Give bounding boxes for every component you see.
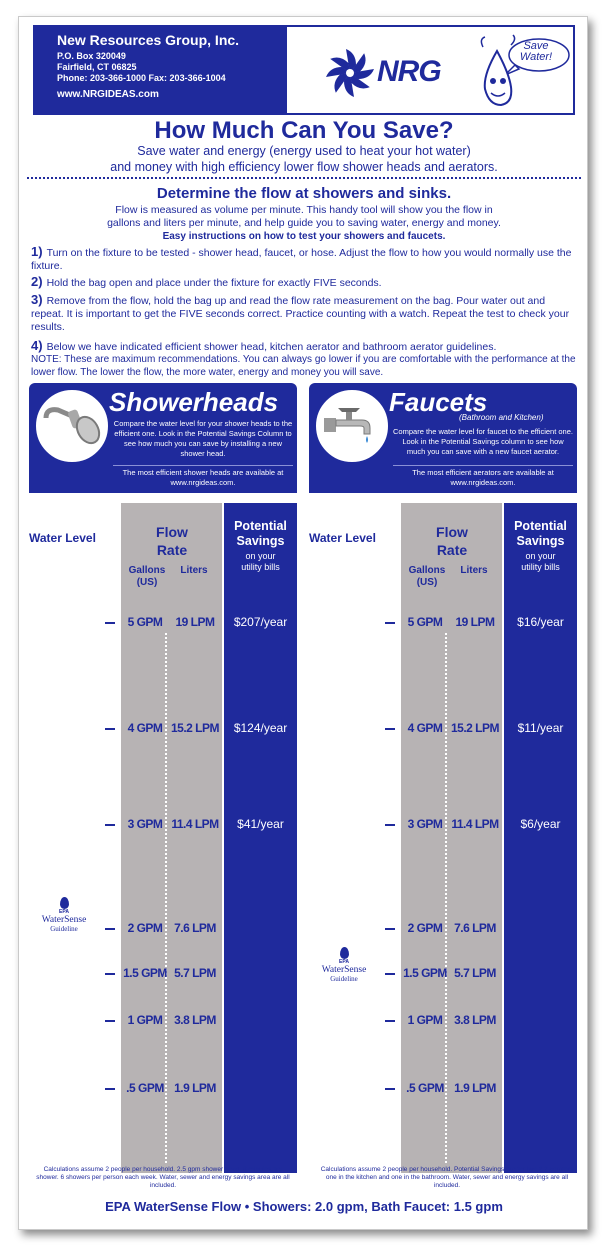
table-row <box>309 1013 577 1029</box>
level-mark <box>385 824 395 826</box>
lpm-value: 1.9 LPM <box>454 1081 496 1095</box>
gallons-header <box>405 565 449 589</box>
faucets-title: Faucets <box>389 387 488 417</box>
lpm-value: 5.7 LPM <box>174 966 216 980</box>
lpm-value: 5.7 LPM <box>454 966 496 980</box>
lpm-value: 19 LPM <box>175 615 215 629</box>
showerheads-panel <box>29 383 297 1173</box>
potential-header-line2: Savings <box>516 534 565 548</box>
watersense-guideline: Guideline <box>330 975 358 983</box>
level-mark <box>105 928 115 930</box>
note: NOTE: These are maximum recommendations. You can always go lower if you are comfortable with the performance at the lower flow. The lower the flow, the more water, energy and money you will save. <box>31 354 576 378</box>
potential-header-line3: on your <box>525 551 556 561</box>
step-number: 3) <box>31 292 43 307</box>
faucets-band <box>309 383 577 493</box>
watersense-guideline: Guideline <box>50 925 78 933</box>
savings-card <box>18 16 588 1230</box>
showerheads-calc-note: Calculations assume 2 people per household. 2.5 gpm shower head. 8 minutes per shower. 6 showers per person each week. Water, sewer and energy savings area are all included. <box>36 1166 290 1189</box>
liters-header: Liters <box>460 565 488 576</box>
page-subtitle <box>19 143 588 175</box>
lpm-value: 3.8 LPM <box>454 1013 496 1027</box>
step-number: 4) <box>31 338 43 353</box>
level-mark <box>385 1088 395 1090</box>
lpm-value: 1.9 LPM <box>174 1081 216 1095</box>
lpm-value: 19 LPM <box>455 615 495 629</box>
potential-savings-subheader <box>224 551 297 573</box>
flow-rate-header-line2: Rate <box>436 542 468 558</box>
level-mark <box>105 1020 115 1022</box>
gpm-value: 2 GPM <box>407 921 443 935</box>
potential-header-line4: utility bills <box>521 562 560 572</box>
potential-savings-subheader <box>504 551 577 573</box>
gallons-header <box>125 565 169 589</box>
showerheads-title: Showerheads <box>109 387 279 417</box>
gpm-value: 4 GPM <box>407 721 443 735</box>
flow-rate-column <box>401 503 502 1173</box>
determine-title: Determine the flow at showers and sinks. <box>156 185 452 202</box>
table-row <box>309 817 577 833</box>
step-text: Remove from the flow, hold the bag up and read the flow rate measurement on the bag. Pour water out and repeat. It is important to get the FIVE seconds correct. Practice counting with a watch. Repeat the test to check your results. <box>31 295 570 333</box>
water-level-header: Water Level <box>29 531 96 545</box>
gpm-value: 1.5 GPM <box>123 966 167 980</box>
faucets-description: Compare the water level for faucet to the efficient one. Look in the Potential Savings column to see how much you can save with a new faucet aerator. <box>393 427 573 456</box>
watersense-badge <box>29 897 99 933</box>
gallons-header-line1: Gallons <box>408 565 446 576</box>
faucet-badge <box>313 387 391 465</box>
table-row <box>309 721 577 737</box>
showerheads-band <box>29 383 297 493</box>
watersense-brand: WaterSense <box>321 965 367 975</box>
subtitle-line2: and money with high efficiency lower flow shower heads and aerators. <box>110 160 498 174</box>
gpm-value: 3 GPM <box>407 817 443 831</box>
step-text: Below we have indicated efficient shower head, kitchen aerator and bathroom aerator guidelines. <box>46 341 497 353</box>
savings-value: $124/year <box>233 721 288 735</box>
subtitle-line1: Save water and energy (energy used to heat your hot water) <box>137 144 471 158</box>
level-mark <box>105 824 115 826</box>
level-mark <box>385 973 395 975</box>
lpm-value: 15.2 LPM <box>170 721 220 735</box>
flow-rate-header-line2: Rate <box>156 542 188 558</box>
company-phone: Phone: 203-366-1000 Fax: 203-366-1004 <box>57 73 226 83</box>
faucet-icon <box>316 390 388 462</box>
potential-header-line1: Potential <box>514 519 567 533</box>
lpm-value: 15.2 LPM <box>450 721 500 735</box>
lpm-value: 11.4 LPM <box>451 817 499 831</box>
table-row <box>309 921 577 937</box>
table-row <box>29 615 297 631</box>
instructions-heading: Easy instructions on how to test your showers and faucets. <box>162 231 446 242</box>
step-4 <box>31 339 579 354</box>
table-row <box>309 1081 577 1097</box>
company-website[interactable]: www.NRGIDEAS.com <box>57 89 159 100</box>
mascot-bubble-text: Save Water! <box>519 40 553 63</box>
lpm-value: 7.6 LPM <box>454 921 496 935</box>
company-address2: Fairfield, CT 06825 <box>57 62 137 72</box>
potential-savings-header <box>224 519 297 549</box>
savings-value: $16/year <box>517 615 564 629</box>
level-mark <box>105 1088 115 1090</box>
header <box>33 25 575 115</box>
gallons-header-line2: (US) <box>136 577 158 588</box>
table-row <box>29 966 297 982</box>
gpm-value: .5 GPM <box>126 1081 164 1095</box>
gpm-value: 3 GPM <box>127 817 163 831</box>
step-1 <box>31 245 579 273</box>
level-mark <box>385 928 395 930</box>
potential-header-line3: on your <box>245 551 276 561</box>
level-mark <box>105 622 115 624</box>
watersense-epa: EPA <box>59 909 69 915</box>
gpm-value: 5 GPM <box>407 615 443 629</box>
level-mark <box>385 622 395 624</box>
determine-text-line2: gallons and liters per minute, and help guide you to saving water, energy and money. <box>107 217 501 229</box>
table-row <box>29 1013 297 1029</box>
level-mark <box>105 728 115 730</box>
gpm-value: 1 GPM <box>127 1013 163 1027</box>
showerheads-more: The most efficient shower heads are available at www.nrgideas.com. <box>113 465 293 488</box>
savings-column <box>504 503 577 1173</box>
showerheads-description: Compare the water level for your shower heads to the efficient one. Look in the Potential Savings Column to see how much you can save by installing a new shower head. <box>113 419 293 458</box>
company-address1: P.O. Box 320049 <box>57 51 126 61</box>
watersense-brand: WaterSense <box>41 915 87 925</box>
nrg-logo <box>325 43 465 103</box>
showerhead-icon <box>36 390 108 462</box>
liters-header: Liters <box>180 565 208 576</box>
gpm-value: 1.5 GPM <box>403 966 447 980</box>
flow-rate-header-line1: Flow <box>156 524 188 540</box>
lpm-value: 3.8 LPM <box>174 1013 216 1027</box>
potential-header-line4: utility bills <box>241 562 280 572</box>
level-mark <box>105 973 115 975</box>
potential-savings-header <box>504 519 577 549</box>
footer-guideline: EPA WaterSense Flow • Showers: 2.0 gpm, Bath Faucet: 1.5 gpm <box>105 1199 503 1214</box>
savings-value: $207/year <box>233 615 288 629</box>
faucets-subtitle: (Bathroom and Kitchen) <box>459 413 544 422</box>
lpm-value: 11.4 LPM <box>171 817 219 831</box>
faucets-more: The most efficient aerators are available at www.nrgideas.com. <box>393 465 573 488</box>
step-number: 1) <box>31 244 43 259</box>
watersense-badge <box>309 947 379 983</box>
potential-header-line1: Potential <box>234 519 287 533</box>
gallons-header-line2: (US) <box>416 577 438 588</box>
table-row <box>29 1081 297 1097</box>
table-row <box>29 721 297 737</box>
step-3 <box>31 293 579 334</box>
logo-text: NRG <box>377 55 441 88</box>
level-mark <box>385 728 395 730</box>
water-drop-icon <box>60 897 69 909</box>
gpm-value: .5 GPM <box>406 1081 444 1095</box>
gpm-value: 1 GPM <box>407 1013 443 1027</box>
water-level-header: Water Level <box>309 531 376 545</box>
potential-header-line2: Savings <box>236 534 285 548</box>
page-title: How Much Can You Save? <box>154 117 454 144</box>
table-row <box>29 817 297 833</box>
company-name: New Resources Group, Inc. <box>57 32 240 48</box>
step-text: Hold the bag open and place under the fixture for exactly FIVE seconds. <box>46 277 382 289</box>
determine-text <box>19 204 588 230</box>
dotted-divider <box>27 177 581 179</box>
lpm-value: 7.6 LPM <box>174 921 216 935</box>
flow-rate-column <box>121 503 222 1173</box>
faucets-calc-note: Calculations assume 2 people per household. Potential Savings are for two 2.2 aerators one in the kitchen and one in the bathroom. Water, sewer and energy savings are all included. <box>320 1166 574 1189</box>
flow-rate-header <box>405 523 499 559</box>
gpm-value: 5 GPM <box>127 615 163 629</box>
flow-rate-header <box>125 523 219 559</box>
savings-value: $41/year <box>237 817 284 831</box>
gallons-header-line1: Gallons <box>128 565 166 576</box>
determine-text-line1: Flow is measured as volume per minute. This handy tool will show you the flow in <box>115 204 493 216</box>
level-mark <box>385 1020 395 1022</box>
gpm-value: 4 GPM <box>127 721 163 735</box>
flow-rate-header-line1: Flow <box>436 524 468 540</box>
showerhead-badge <box>33 387 111 465</box>
table-row <box>309 615 577 631</box>
savings-value: $6/year <box>520 817 561 831</box>
watersense-epa: EPA <box>339 959 349 965</box>
savings-value: $11/year <box>517 721 564 735</box>
company-block <box>35 27 287 113</box>
water-drop-icon <box>340 947 349 959</box>
gpm-value: 2 GPM <box>127 921 163 935</box>
step-text: Turn on the fixture to be tested - shower head, faucet, or hose. Adjust the flow to how you would normally use the fixture. <box>31 247 572 272</box>
step-2 <box>31 275 579 290</box>
pinwheel-icon <box>325 45 375 101</box>
faucets-panel <box>309 383 577 1173</box>
savings-column <box>224 503 297 1173</box>
step-number: 2) <box>31 274 43 289</box>
